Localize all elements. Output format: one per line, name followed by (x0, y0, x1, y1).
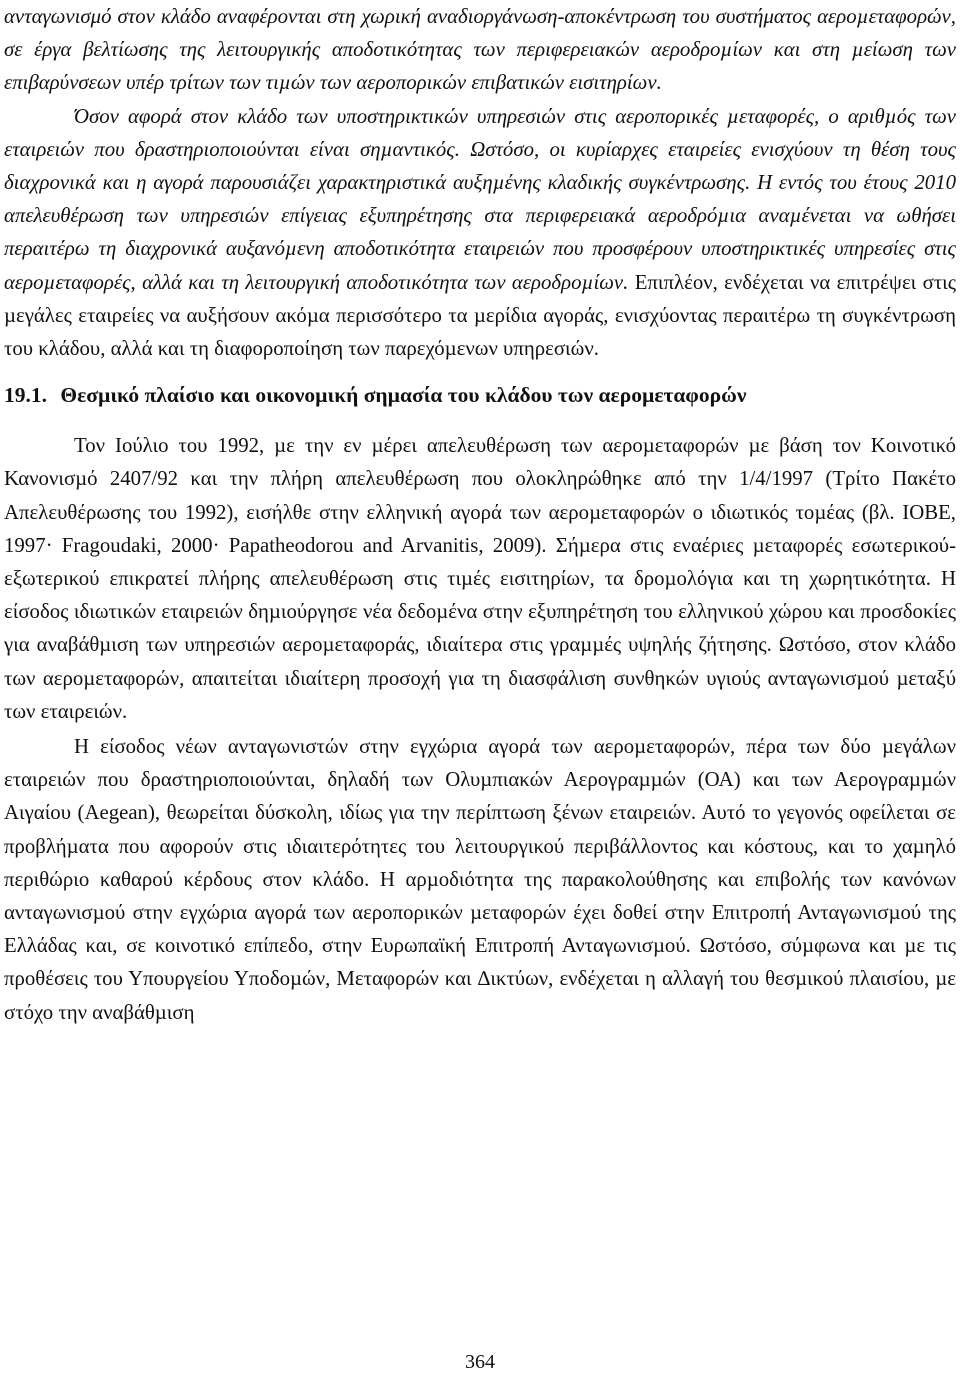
paragraph-ground-handling (4, 100, 956, 366)
paragraph-market-entry: Η είσοδος νέων ανταγωνιστών στην εγχώρια αγορά των αεροµεταφορών, πέρα των δύο µεγάλων εταιρειών που δραστηριοποιούνται, δηλαδή των Ολυµπιακών Αερογραµµών (ΟΑ) και των Αερογραµµών Αιγαίου (Aegean), θεωρείται δύσκολη, ιδίως για την περίπτωση ξένων εταιρειών. Αυτό το γεγονός οφείλεται σε προβλήµατα που αφορούν στις ιδιαιτερότητες του λειτουργικού περιβάλλοντος και κόστους, και το χαµηλό περιθώριο καθαρού κέρδους στον κλάδο. Η αρµοδιότητα της παρακολούθησης και επιβολής των κανόνων ανταγωνισµού στην εγχώρια αγορά των αεροπορικών µεταφορών έχει δοθεί στην Επιτροπή Ανταγωνισµού της Ελλάδας και, σε κοινοτικό επίπεδο, στην Ευρωπαϊκή Επιτροπή Ανταγωνισµού. Ωστόσο, σύµφωνα και µε τις προθέσεις του Υπουργείου Υποδοµών, Μεταφορών και ∆ικτύων, ενδέχεται η αλλαγή του θεσµικού πλαισίου, µε στόχο την αναβάθµιση (4, 735, 956, 1024)
paragraph-ground-handling-normal: Επιπλέον, ενδέχεται να επιτρέψει στις µεγάλες εταιρείες να αυξήσουν ακόµα περισσότερο τα µερίδια αγοράς, ενισχύοντας περαιτέρω τη συγκέντρωση του κλάδου, αλλά και τη διαφοροποίηση των παρεχόµενων υπηρεσιών. (4, 270, 957, 361)
section-heading (4, 378, 956, 412)
paragraph-ground-handling-italic: Όσον αφορά στον κλάδο των υποστηρικτικών υπηρεσιών στις αεροπορικές µεταφορές, ο αριθµός των εταιρειών που δραστηριοποιούνται είναι σηµαντικός. Ωστόσο, οι κυρίαρχες εταιρείες ενισχύουν τη θέση τους διαχρονικά και η αγορά παρουσιάζει χαρακτηριστικά αυξηµένης κλαδικής συγκέντρωσης. Η εντός του έτους 2010 απελευθέρωση των υπηρεσιών επίγειας εξυπηρέτησης στα περιφερειακά αεροδρόµια αναµένεται να ωθήσει περαιτέρω τη διαχρονικά αυξανόµενη αποδοτικότητα εταιρειών που προσφέρουν υποστηρικτικές υπηρεσίες στις αεροµεταφορές, αλλά και τη λειτουργική αποδοτικότητα των αεροδροµίων. (4, 104, 956, 294)
section-title: Θεσµικό πλαίσιο και οικονοµική σηµασία του κλάδου των αεροµεταφορών (60, 383, 747, 408)
paragraph-legal-framework: Τον Ιούλιο του 1992, µε την εν µέρει απελευθέρωση των αεροµεταφορών µε βάση τον Κοινοτικό Κανονισµό 2407/92 και την πλήρη απελευθέρωση που ολοκληρώθηκε από την 1/4/1997 (Τρίτο Πακέτο Απελευθέρωσης του 1992), εισήλθε στην ελληνική αγορά των αεροµεταφορών ο ιδιωτικός τοµέας (βλ. ΙΟΒΕ, 1997· Fragoudaki, 2000· Papatheodorou and Arvanitis, 2009). Σήµερα στις εναέριες µεταφορές εσωτερικού-εξωτερικού επικρατεί πλήρης απελευθέρωση στις τιµές εισιτηρίων, τα δροµολόγια και τη χωρητικότητα. Η είσοδος ιδιωτικών εταιρειών δηµιούργησε νέα δεδοµένα στην εξυπηρέτηση του ελληνικού χώρου και προσδοκίες για αναβάθµιση των υπηρεσιών αεροµεταφοράς, ιδιαίτερα στις γραµµές υψηλής ζήτησης. Ωστόσο, στον κλάδο των αεροµεταφορών, απαιτείται ιδιαίτερη προσοχή για τη διασφάλιση συνθηκών υγιούς ανταγωνισµού µεταξύ των εταιρειών. (4, 434, 956, 723)
page-number: 364 (465, 1351, 495, 1373)
paragraph-intro: ανταγωνισμό στον κλάδο αναφέρονται στη χωρική αναδιοργάνωση-αποκέντρωση του συστήματος αεροµεταφορών, σε έργα βελτίωσης της λειτουργικής αποδοτικότητας των περιφερειακών αεροδροµίων και στη µείωση των επιβαρύνσεων υπέρ τρίτων των τιµών των αεροπορικών επιβατικών εισιτηρίων. (4, 5, 956, 95)
section-number: 19.1. (4, 383, 47, 408)
